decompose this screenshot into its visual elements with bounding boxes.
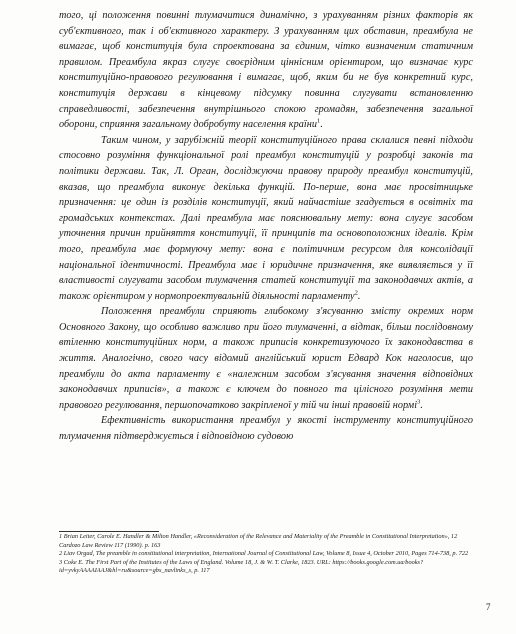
paragraph-2 <box>59 133 473 305</box>
paragraph-1 <box>59 8 473 133</box>
paragraph-4 <box>59 413 473 444</box>
footnotes <box>59 533 475 576</box>
paragraph-3-text: Положення преамбули сприяють глибокому з'ясуванню змісту окремих норм Основного Закону, що особливо важливо при його тлумаченні, а відтак, більш послідовному втіленню конституційних норм, а також приписів конкретизуючого їх законодавства в життя. Аналогічно, свого часу відомий англійський юрист Едвард Кок наголосив, що преамбули до акта парламенту є «належним засобом з'ясування значення відповідних законодавчих приписів», а також є ключем до повного та цілісного розуміння мети правового регулювання, першопочатково закріпленої у тій чи інші правовій нормі <box>59 306 473 411</box>
paragraph-2-tail: . <box>357 290 361 302</box>
paragraph-4-text: Ефективність використання преамбул у якості інструменту конституційного тлумачення підтверджується і відповідною судовою <box>59 415 473 443</box>
footnote-1: 1 Brian Leiter, Carole E. Handler & Milton Handler, «Reconsideration of the Relevance and Materiality of the Preamble in Constitutional Interpretation», 12 Cardozo Law Review 117 (1990). p. 163 <box>59 533 458 549</box>
footnote-ref-3[interactable]: 3 <box>417 398 421 406</box>
footnote-ref-1[interactable]: 1 <box>317 117 321 125</box>
paragraph-1-tail: . <box>320 119 323 131</box>
body-text <box>59 8 473 445</box>
paragraph-3-tail: . <box>420 399 424 411</box>
footnote-2: 2 Liav Orgad, The preamble in constitutional interpretation, International Journal of Constitutional Law, Volume 8, Issue 4, October 2010, Pages 714-738, p. 722 <box>59 550 469 558</box>
paragraph-2-text: Таким чином, у зарубіжній теорії конституційного права склалися певні підходи стосовно розуміння функціональної ролі преамбул конституцій у розробці законів та політики держави. Так, Л. Орган, досліджуючи правову природу преамбул конституцій, вказав, що преамбула виконує декілька функцій. По-перше, вона має просвітницьке призначення: це один із розділів конституції, який найчастіше згадується в освітніх та громадських контекстах. Далі преамбула має пояснювальну мету: вона слугує засобом уточнення причин прийняття конституції, її принципів та основоположних ідеалів. Крім того, преамбула має формуючу мету: вона є політичним ресурсом для консолідації національної ідентичності. Преамбула має і юридичне призначення, яке виявляється у її властивості слугувати засобом тлумачення статей конституції та законодавчих актів, а також орієнтиром у нормопроектувальній діяльності парламенту <box>59 134 473 302</box>
page-number: 7 <box>486 602 491 612</box>
paragraph-1-text: того, ці положення повинні тлумачитися динамічно, з урахуванням різних факторів як суб'єктивного, так і об'єктивного характеру. З урахуванням цих обставин, преамбула не вимагає, щоб конституція була спроектована за єдиним, чітко визначеним статичним правилом. Преамбула якраз слугує своєрідним ціннісним орієнтиром, що визначає курс конституційно-правового регулювання і вимагає, щоб, яким би не був конкретний курс, конституція держави в кінцевому підсумку повинна слугувати встановленню справедливості, забезпечення внутрішнього спокою громадян, забезпечення загальної оборони, сприяння загальному добробуту населення країни <box>59 10 473 131</box>
footnote-3: 3 Coke E. The First Part of the Institutes of the Laws of England. Volume 18, J. & W. T. Clarke, 1823. URL: https://books.google.com.ua/books?id=yvkyAAAAIAAJ&hl=ru&source=gbs_navlinks_s, p. 117 <box>59 558 424 575</box>
paragraph-3 <box>59 304 473 413</box>
footnote-divider <box>59 531 159 532</box>
footnote-ref-2[interactable]: 2 <box>354 289 358 297</box>
